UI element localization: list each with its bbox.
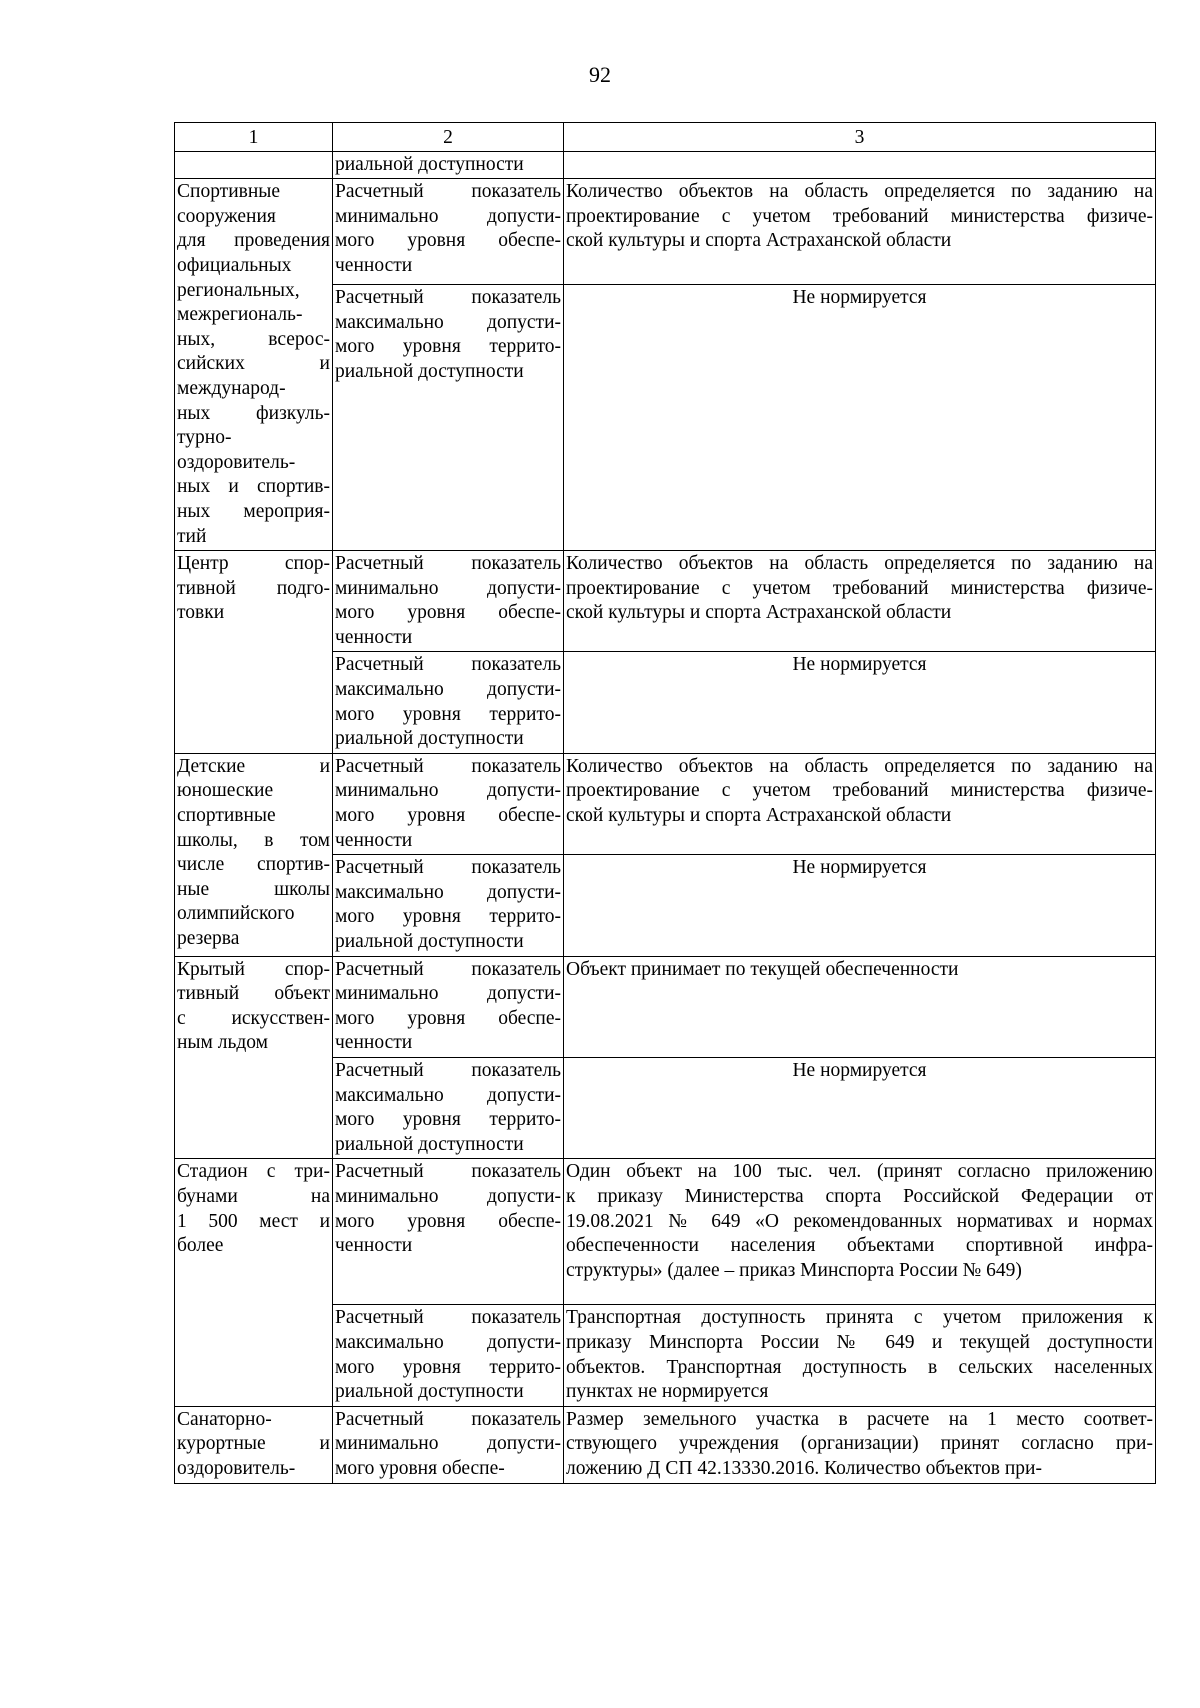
value-line: Количество объектов на область определяется по заданию на: [566, 181, 1153, 203]
indicator-line: Расчетный показатель: [335, 181, 561, 203]
facility-name-line: Санаторно-: [177, 1408, 272, 1430]
value-cell: [564, 1406, 1156, 1483]
value-line: структуры» (далее – приказ Минспорта России № 649): [566, 1259, 1022, 1281]
indicator-line: минимально допусти-: [335, 1185, 561, 1207]
value-line: проектирование с учетом требований министерства физиче-: [566, 205, 1153, 227]
table-row: [175, 551, 1156, 652]
value-cell: [564, 855, 1156, 956]
header-col-3: 3: [564, 123, 1156, 152]
indicator-line: риальной доступности: [335, 931, 524, 952]
indicator-cell: [333, 1057, 564, 1158]
value-cell: [564, 652, 1156, 753]
facility-name-line: турно-: [177, 427, 232, 449]
value-line: проектирование с учетом требований министерства физиче-: [566, 577, 1153, 599]
value-cell: [564, 753, 1156, 854]
facility-name-line: ные школы: [177, 878, 330, 900]
facility-name-line: Спортивные: [177, 181, 281, 203]
indicator-cell: [333, 652, 564, 753]
indicator-cell: [333, 285, 564, 551]
facility-name-line: школы, в том: [177, 829, 330, 851]
value-line: Размер земельного участка в расчете на 1 место соответ-: [566, 1408, 1153, 1430]
indicator-cell: [333, 1159, 564, 1305]
indicator-line: мого уровня обеспе-: [335, 1210, 561, 1232]
indicator-line: ченности: [335, 1032, 413, 1054]
indicator-line: ченности: [335, 829, 413, 851]
facility-name-line: числе спортив-: [177, 854, 330, 876]
facility-name-line: олимпийского: [177, 903, 295, 925]
carry-over-cell: риальной доступности: [333, 151, 564, 179]
facility-name-line: ных и спортив-: [177, 476, 330, 498]
facility-name-line: тивный объект: [177, 983, 330, 1005]
indicator-line: риальной доступности: [335, 728, 524, 750]
value-line: к приказу Министерства спорта Российской Федерации от: [566, 1185, 1153, 1207]
indicator-cell: [333, 551, 564, 652]
table-row: [175, 753, 1156, 854]
facility-name-line: Детские и: [177, 755, 330, 777]
value-line: ской культуры и спорта Астраханской области: [566, 805, 952, 827]
facility-name-line: сийских и: [177, 353, 330, 375]
header-col-2: 2: [333, 123, 564, 152]
indicator-line: максимально допусти-: [335, 311, 561, 333]
indicator-line: риальной доступности: [335, 1133, 524, 1155]
indicator-line: ченности: [335, 1235, 413, 1257]
value-line: обеспеченности населения объектами спортивной инфра-: [566, 1235, 1153, 1257]
indicator-line: мого уровня обеспе-: [335, 805, 561, 827]
facility-name-line: межрегиональ-: [177, 304, 303, 326]
indicator-line: мого уровня обеспе-: [335, 230, 561, 252]
indicator-line: Расчетный показатель: [335, 1408, 561, 1430]
table-row: [175, 956, 1156, 1057]
indicator-cell: [333, 956, 564, 1057]
indicator-line: мого уровня террито-: [335, 1356, 561, 1378]
header-row: [175, 123, 1156, 152]
value-cell: [564, 1057, 1156, 1158]
value-line: объектов. Транспортная доступность в сельских населенных: [566, 1356, 1153, 1378]
table-row: [175, 179, 1156, 285]
facility-name-line: сооружения: [177, 205, 276, 227]
facility-name-line: бунами на: [177, 1185, 330, 1207]
value-line: Количество объектов на область определяется по заданию на: [566, 553, 1153, 575]
indicator-line: мого уровня обеспе-: [335, 1457, 505, 1479]
facility-name-line: ных мероприя-: [177, 500, 330, 522]
value-line: приказу Минспорта России № 649 и текущей доступности: [566, 1331, 1153, 1353]
facility-name-line: 1 500 мест и: [177, 1210, 330, 1232]
value-cell: [564, 956, 1156, 1057]
table-body: [175, 151, 1156, 1483]
indicator-line: Расчетный показатель: [335, 755, 561, 777]
indicator-line: Расчетный показатель: [335, 1059, 561, 1081]
value-line: ской культуры и спорта Астраханской области: [566, 230, 952, 252]
indicator-line: мого уровня обеспе-: [335, 602, 561, 624]
indicator-line: минимально допусти-: [335, 577, 561, 599]
facility-name-cell: [175, 1159, 333, 1406]
indicator-line: ченности: [335, 254, 413, 276]
facility-name-cell: [175, 753, 333, 956]
facility-name-line: резерва: [177, 928, 240, 949]
value-line: ложению Д СП 42.13330.2016. Количество объектов при-: [566, 1457, 1042, 1479]
facility-name-line: с искусствен-: [177, 1007, 330, 1029]
indicator-cell: [333, 1305, 564, 1406]
indicator-line: максимально допусти-: [335, 881, 561, 903]
value-line: Объект принимает по текущей обеспеченности: [566, 958, 959, 980]
value-cell: [564, 551, 1156, 652]
carry-over-empty-cell: [564, 151, 1156, 179]
header-col-1: 1: [175, 123, 333, 152]
facility-name-line: ных физкуль-: [177, 402, 330, 424]
indicator-line: Расчетный показатель: [335, 958, 561, 980]
indicator-line: минимально допусти-: [335, 983, 561, 1005]
facility-name-cell: [175, 179, 333, 551]
indicator-line: мого уровня террито-: [335, 336, 561, 358]
indicator-line: ченности: [335, 626, 413, 648]
norms-table: [174, 122, 1156, 1484]
facility-name-line: курортные и: [177, 1433, 330, 1455]
indicator-cell: [333, 1406, 564, 1483]
facility-name-line: оздоровитель-: [177, 1457, 296, 1479]
table-row: [175, 1406, 1156, 1483]
value-line: Не нормируется: [792, 654, 927, 676]
value-line: ствующего учреждения (организации) принят согласно при-: [566, 1433, 1153, 1455]
page-number: 92: [589, 62, 611, 87]
facility-name-cell: [175, 1406, 333, 1483]
value-line: проектирование с учетом требований министерства физиче-: [566, 780, 1153, 802]
indicator-line: Расчетный показатель: [335, 1161, 561, 1183]
facility-name-line: региональных,: [177, 279, 300, 301]
indicator-line: Расчетный показатель: [335, 857, 561, 879]
value-line: 19.08.2021 № 649 «О рекомендованных нормативах и нормах: [566, 1210, 1153, 1232]
facility-name-line: более: [177, 1235, 224, 1257]
facility-name-line: Крытый спор-: [177, 958, 330, 980]
indicator-line: риальной доступности: [335, 361, 524, 383]
indicator-cell: [333, 855, 564, 956]
value-line: Транспортная доступность принята с учетом приложения к: [566, 1307, 1153, 1329]
indicator-line: Расчетный показатель: [335, 654, 561, 676]
value-cell: [564, 285, 1156, 551]
carry-over-row: [175, 151, 1156, 179]
indicator-line: максимально допусти-: [335, 1331, 561, 1353]
indicator-line: Расчетный показатель: [335, 1307, 561, 1329]
indicator-line: максимально допусти-: [335, 1084, 561, 1106]
facility-name-line: ных, всерос-: [177, 328, 330, 350]
facility-name-line: оздоровитель-: [177, 451, 296, 473]
facility-name-line: юношеские: [177, 780, 274, 802]
indicator-cell: [333, 179, 564, 285]
indicator-line: минимально допусти-: [335, 780, 561, 802]
value-line: Не нормируется: [792, 1059, 927, 1081]
value-line: ской культуры и спорта Астраханской области: [566, 602, 952, 624]
value-cell: [564, 179, 1156, 285]
table-row: [175, 1159, 1156, 1305]
value-cell: [564, 1159, 1156, 1305]
facility-name-line: для проведения: [177, 230, 330, 252]
indicator-line: мого уровня обеспе-: [335, 1007, 561, 1029]
indicator-line: максимально допусти-: [335, 679, 561, 701]
value-line: Не нормируется: [792, 287, 927, 309]
indicator-line: Расчетный показатель: [335, 553, 561, 575]
value-cell: [564, 1305, 1156, 1406]
indicator-line: мого уровня террито-: [335, 703, 561, 725]
facility-name-line: спортивные: [177, 805, 276, 827]
facility-name-line: товки: [177, 602, 225, 624]
facility-name-line: Центр спор-: [177, 553, 330, 575]
facility-name-line: Стадион с три-: [177, 1161, 330, 1183]
indicator-line: минимально допусти-: [335, 1433, 561, 1455]
indicator-line: минимально допусти-: [335, 205, 561, 227]
facility-name-line: ным льдом: [177, 1032, 269, 1054]
facility-name-line: тивной подго-: [177, 577, 330, 599]
facility-name-line: официальных: [177, 254, 292, 276]
value-line: пунктах не нормируется: [566, 1381, 769, 1403]
indicator-line: Расчетный показатель: [335, 287, 561, 309]
value-line: Не нормируется: [792, 857, 927, 879]
facility-name-cell: [175, 551, 333, 754]
facility-name-cell: [175, 956, 333, 1159]
indicator-line: риальной доступности: [335, 1381, 524, 1403]
value-line: Один объект на 100 тыс. чел. (принят согласно приложению: [566, 1161, 1153, 1183]
facility-name-line: международ-: [177, 377, 286, 399]
carry-over-empty-cell: [175, 151, 333, 179]
indicator-line: мого уровня террито-: [335, 1109, 561, 1131]
value-line: Количество объектов на область определяется по заданию на: [566, 755, 1153, 777]
facility-name-line: тий: [177, 525, 207, 547]
indicator-line: мого уровня террито-: [335, 906, 561, 928]
indicator-cell: [333, 753, 564, 854]
